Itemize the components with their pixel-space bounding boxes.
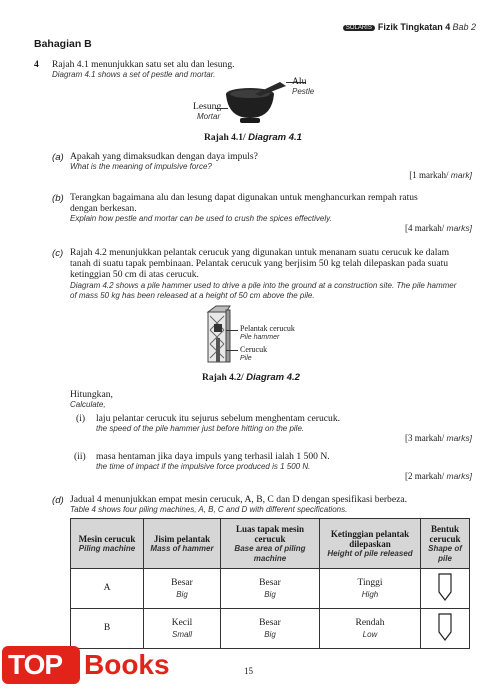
label-mortar: Mortar bbox=[197, 112, 221, 121]
part-c-ii-question-en: the time of impact if the impulsive force produced is 1 500 N. bbox=[96, 462, 311, 471]
part-c-text-en-2: of mass 50 kg has been released at a height of 50 cm above the pile. bbox=[70, 291, 315, 300]
table-header: Jisim pelantak Mass of hammer bbox=[144, 519, 221, 569]
part-d-label: (d) bbox=[52, 495, 64, 506]
part-d-text-en: Table 4 shows four piling machines, A, B, C and D with different specifications. bbox=[70, 505, 348, 514]
hammer-leader-line bbox=[226, 330, 238, 331]
q4-intro-ms: Rajah 4.1 menunjukkan satu set alu dan lesung. bbox=[52, 59, 235, 70]
pile-leader-line bbox=[226, 350, 238, 351]
part-a-marks: [1 markah/ mark] bbox=[409, 170, 472, 180]
label-pile-en: Pile bbox=[240, 355, 252, 362]
part-c-i-question-en: the speed of the pile hammer just before hitting on the pile. bbox=[96, 424, 305, 433]
part-c-i-label: (i) bbox=[76, 413, 86, 424]
question-number: 4 bbox=[34, 59, 39, 70]
section-title: Bahagian B bbox=[34, 38, 92, 50]
part-a-label: (a) bbox=[52, 152, 64, 163]
watermark-books: Books bbox=[84, 649, 170, 680]
part-b-label: (b) bbox=[52, 193, 64, 204]
topbooks-watermark bbox=[2, 646, 182, 684]
label-pile-hammer-en: Pile hammer bbox=[240, 334, 280, 341]
height-cell: Rendah Low bbox=[320, 609, 421, 649]
table-row bbox=[71, 569, 470, 609]
part-c-text-en-1: Diagram 4.2 shows a pile hammer used to drive a pile into the ground at a construction site. The pile hammer bbox=[70, 281, 457, 290]
part-c-ii-marks: [2 markah/ marks] bbox=[405, 471, 472, 481]
publisher-logo: SOLARIS bbox=[343, 25, 375, 31]
part-c-text-ms-3: ketinggian 50 cm di atas cerucuk. bbox=[70, 269, 199, 280]
mass-cell: Besar Big bbox=[144, 569, 221, 609]
figure-4-1-caption: Rajah 4.1/ Diagram 4.1 bbox=[204, 132, 302, 143]
part-b-question-ms-2: dengan berkesan. bbox=[70, 203, 137, 214]
part-c-ii-question-ms: masa hentaman jika daya impuls yang terhasil ialah 1 500 N. bbox=[96, 451, 330, 462]
part-b-question-en: Explain how pestle and mortar can be used to crush the spices effectively. bbox=[70, 214, 332, 223]
page-header bbox=[343, 22, 476, 32]
label-alu: Alu bbox=[292, 76, 307, 87]
mass-cell: Kecil Small bbox=[144, 609, 221, 649]
machine-cell: B bbox=[71, 609, 144, 649]
watermark-top: TOP bbox=[8, 649, 63, 680]
part-c-text-ms-1: Rajah 4.2 menunjukkan pelantak cerucuk yang digunakan untuk menanam suatu cerucuk ke dalam bbox=[70, 247, 450, 258]
piling-machine-table bbox=[70, 518, 470, 649]
part-d-text-ms: Jadual 4 menunjukkan empat mesin cerucuk, A, B, C dan D dengan spesifikasi berbeza. bbox=[70, 494, 408, 505]
page-number: 15 bbox=[244, 666, 253, 676]
part-a-question-en: What is the meaning of impulsive force? bbox=[70, 162, 212, 171]
part-c-i-marks: [3 markah/ marks] bbox=[405, 433, 472, 443]
table-header: Mesin cerucuk Piling machine bbox=[71, 519, 144, 569]
calculate-en: Calculate, bbox=[70, 400, 106, 409]
calculate-ms: Hitungkan, bbox=[70, 389, 113, 400]
part-a-question-ms: Apakah yang dimaksudkan dengan daya impuls? bbox=[70, 151, 258, 162]
table-header: Bentuk cerucuk Shape of pile bbox=[421, 519, 470, 569]
table-row bbox=[71, 609, 470, 649]
table-header: Luas tapak mesin cerucuk Base area of piling machine bbox=[221, 519, 320, 569]
part-b-question-ms-1: Terangkan bagaimana alu dan lesung dapat digunakan untuk menghancurkan rempah ratus bbox=[70, 192, 418, 203]
label-lesung: Lesung bbox=[193, 101, 222, 112]
area-cell: Besar Big bbox=[221, 609, 320, 649]
part-c-i-question-ms: laju pelantar cerucuk itu sejurus sebelum menghentam cerucuk. bbox=[96, 413, 341, 424]
table-header: Ketinggian pelantak dilepaskan Height of pile released bbox=[320, 519, 421, 569]
height-cell: Tinggi High bbox=[320, 569, 421, 609]
label-pile-ms: Cerucuk bbox=[240, 345, 268, 354]
area-cell: Besar Big bbox=[221, 569, 320, 609]
label-pile-hammer-ms: Pelantak cerucuk bbox=[240, 324, 295, 333]
mortar-pestle-image bbox=[220, 78, 300, 128]
pile-hammer-image bbox=[200, 304, 240, 364]
book-title: Fizik Tingkatan 4 bbox=[377, 22, 451, 32]
shape-cell bbox=[421, 609, 470, 649]
chapter-label: Bab 2 bbox=[452, 22, 476, 32]
machine-cell: A bbox=[71, 569, 144, 609]
lesung-leader-line bbox=[216, 108, 228, 109]
table-header-row bbox=[71, 519, 470, 569]
q4-intro-en: Diagram 4.1 shows a set of pestle and mortar. bbox=[52, 70, 216, 79]
part-c-label: (c) bbox=[52, 248, 64, 259]
pointed-pile-icon bbox=[437, 573, 453, 601]
part-b-marks: [4 markah/ marks] bbox=[405, 223, 472, 233]
pointed-pile-icon bbox=[437, 613, 453, 641]
label-pestle: Pestle bbox=[292, 87, 315, 96]
figure-4-2-caption: Rajah 4.2/ Diagram 4.2 bbox=[202, 372, 300, 383]
part-c-text-ms-2: tanah di suatu tapak pembinaan. Pelantak cerucuk yang berjisim 50 kg telah dilepaskan pada suatu bbox=[70, 258, 449, 269]
part-c-ii-label: (ii) bbox=[74, 451, 86, 462]
shape-cell bbox=[421, 569, 470, 609]
